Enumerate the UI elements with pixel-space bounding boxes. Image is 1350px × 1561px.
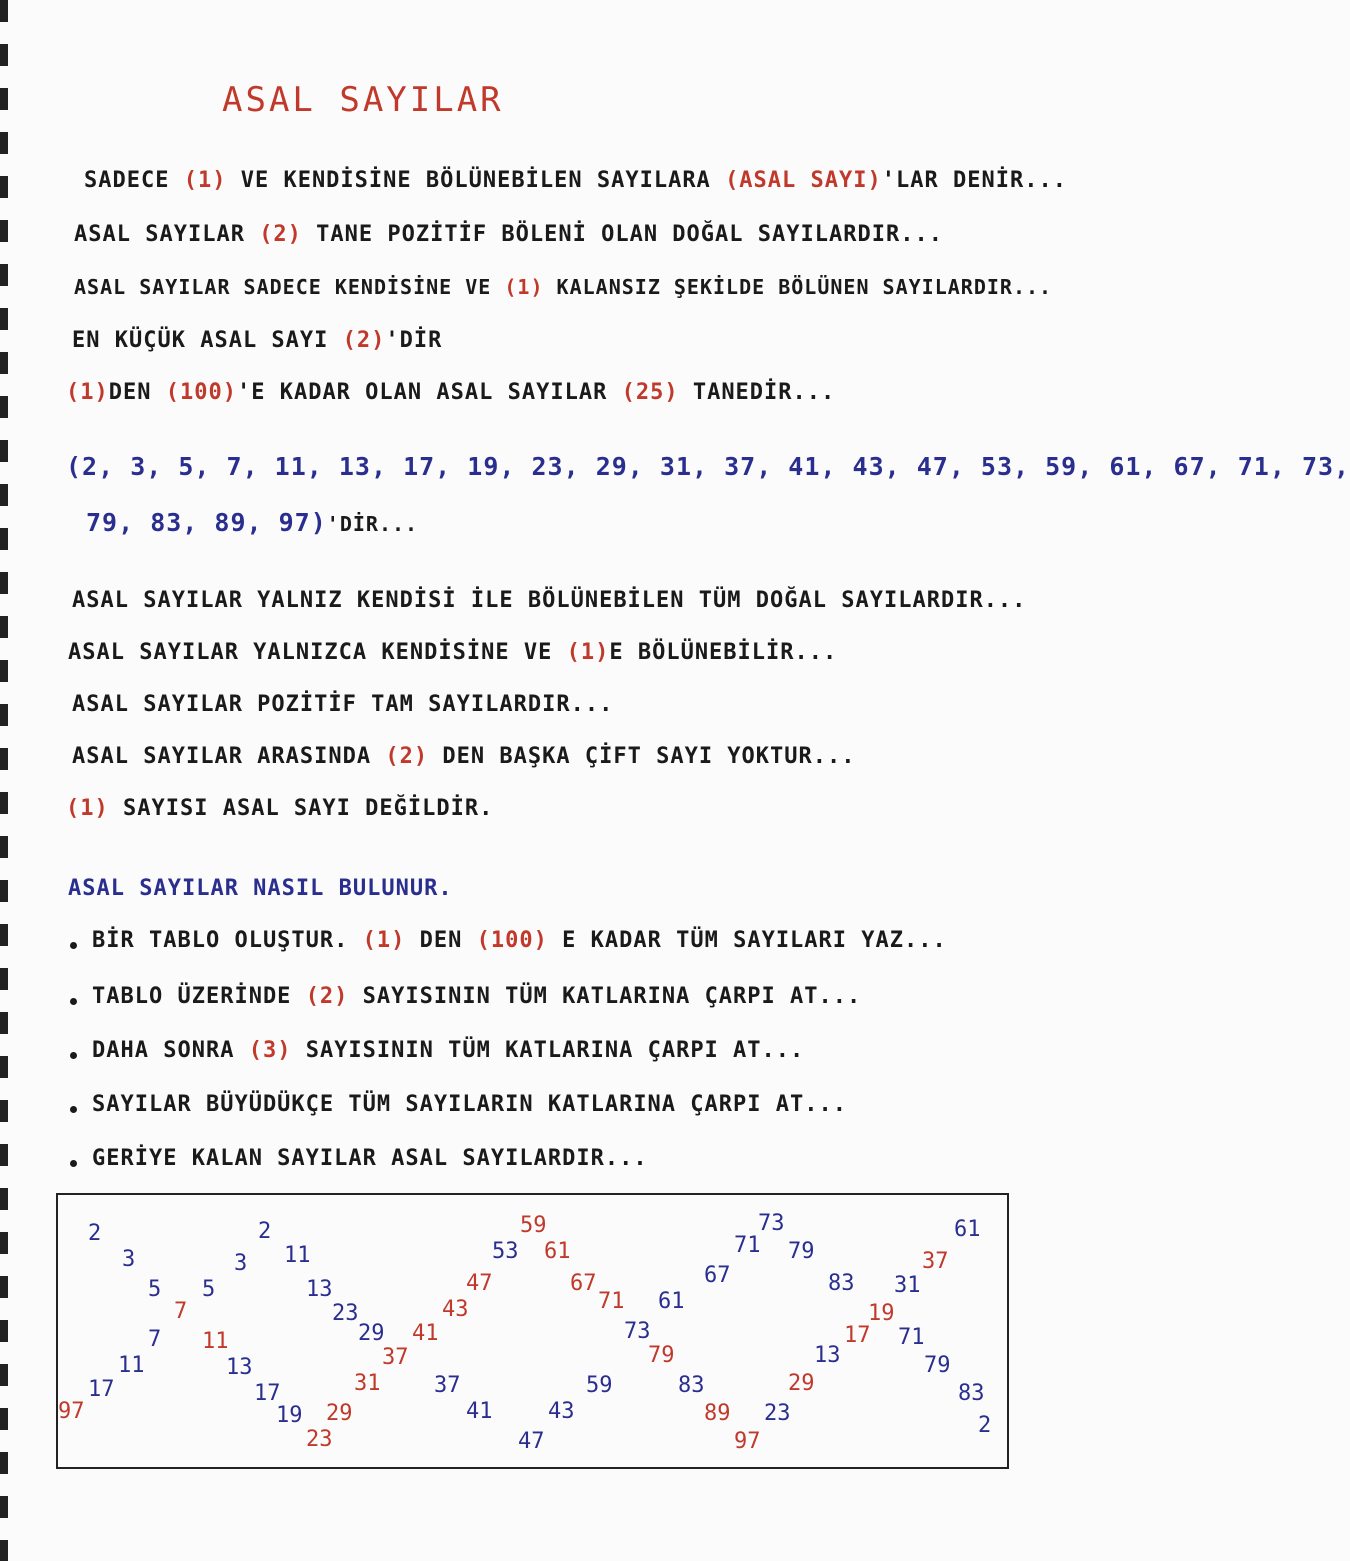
fact-line-2: ASAL SAYILAR YALNIZCA KENDİSİNE VE (1)E BÖLÜNEBİLİR... xyxy=(68,640,838,665)
table-number: 11 xyxy=(202,1329,229,1354)
table-number: 61 xyxy=(544,1239,571,1264)
table-number: 7 xyxy=(174,1299,188,1324)
table-number: 97 xyxy=(58,1399,85,1424)
table-number: 79 xyxy=(648,1343,675,1368)
table-number: 2 xyxy=(978,1413,992,1438)
table-number: 37 xyxy=(382,1345,409,1370)
table-number: 61 xyxy=(954,1217,981,1242)
table-number: 79 xyxy=(924,1353,951,1378)
table-number: 19 xyxy=(868,1301,895,1326)
table-number: 29 xyxy=(326,1401,353,1426)
table-number: 83 xyxy=(958,1381,985,1406)
table-number: 53 xyxy=(492,1239,519,1264)
table-number: 71 xyxy=(598,1289,625,1314)
method-heading: ASAL SAYILAR NASIL BULUNUR. xyxy=(68,876,453,901)
table-number: 61 xyxy=(658,1289,685,1314)
page-title: ASAL SAYILAR xyxy=(222,80,504,120)
table-number: 19 xyxy=(276,1403,303,1428)
step-5: GERİYE KALAN SAYILAR ASAL SAYILARDIR... xyxy=(92,1146,648,1171)
table-number: 83 xyxy=(678,1373,705,1398)
table-number: 31 xyxy=(354,1371,381,1396)
table-number: 73 xyxy=(758,1211,785,1236)
intro-line-2: ASAL SAYILAR (2) TANE POZİTİF BÖLENİ OLAN DOĞAL SAYILARDIR... xyxy=(74,222,943,247)
table-number: 3 xyxy=(122,1247,136,1272)
intro-line-1: SADECE (1) VE KENDİSİNE BÖLÜNEBİLEN SAYILARA (ASAL SAYI)'LAR DENİR... xyxy=(84,168,1067,193)
table-number: 11 xyxy=(284,1243,311,1268)
step-1: BİR TABLO OLUŞTUR. (1) DEN (100) E KADAR TÜM SAYILARI YAZ... xyxy=(92,928,947,953)
table-number: 47 xyxy=(466,1271,493,1296)
prime-list-line-1: (2, 3, 5, 7, 11, 13, 17, 19, 23, 29, 31, 37, 41, 43, 47, 53, 59, 61, 67, 71, 73, xyxy=(66,452,1350,481)
fact-line-3: ASAL SAYILAR POZİTİF TAM SAYILARDIR... xyxy=(72,692,614,717)
table-number: 71 xyxy=(898,1325,925,1350)
table-number: 17 xyxy=(844,1323,871,1348)
bullet-2 xyxy=(70,998,77,1005)
intro-line-3: ASAL SAYILAR SADECE KENDİSİNE VE (1) KALANSIZ ŞEKİLDE BÖLÜNEN SAYILARDIR... xyxy=(74,275,1053,299)
step-3: DAHA SONRA (3) SAYISININ TÜM KATLARINA ÇARPI AT... xyxy=(92,1038,805,1063)
table-number: 5 xyxy=(148,1277,162,1302)
table-number: 83 xyxy=(828,1271,855,1296)
table-number: 29 xyxy=(788,1371,815,1396)
table-number: 37 xyxy=(922,1249,949,1274)
bullet-5 xyxy=(70,1160,77,1167)
table-number: 47 xyxy=(518,1429,545,1454)
table-number: 43 xyxy=(442,1297,469,1322)
table-number: 41 xyxy=(412,1321,439,1346)
step-2: TABLO ÜZERİNDE (2) SAYISININ TÜM KATLARINA ÇARPI AT... xyxy=(92,984,862,1009)
table-number: 89 xyxy=(704,1401,731,1426)
table-number: 2 xyxy=(258,1219,272,1244)
table-number: 67 xyxy=(570,1271,597,1296)
table-number: 59 xyxy=(586,1373,613,1398)
table-number: 7 xyxy=(148,1327,162,1352)
table-number: 23 xyxy=(306,1427,333,1452)
prime-list-line-2: 79, 83, 89, 97)'DİR... xyxy=(86,508,419,537)
intro-line-4: EN KÜÇÜK ASAL SAYI (2)'DİR xyxy=(72,328,443,353)
table-number: 97 xyxy=(734,1429,761,1454)
bullet-3 xyxy=(70,1052,77,1059)
table-number: 3 xyxy=(234,1251,248,1276)
table-number: 11 xyxy=(118,1353,145,1378)
table-number: 23 xyxy=(764,1401,791,1426)
notebook-binding xyxy=(0,0,8,1561)
table-number: 59 xyxy=(520,1213,547,1238)
table-number: 17 xyxy=(88,1377,115,1402)
table-number: 13 xyxy=(306,1277,333,1302)
table-number: 73 xyxy=(624,1319,651,1344)
intro-line-5: (1)DEN (100)'E KADAR OLAN ASAL SAYILAR (25) TANEDİR... xyxy=(66,380,836,405)
prime-number-table xyxy=(56,1193,1009,1469)
table-number: 5 xyxy=(202,1277,216,1302)
fact-line-5: (1) SAYISI ASAL SAYI DEĞİLDİR. xyxy=(66,796,494,821)
fact-line-1: ASAL SAYILAR YALNIZ KENDİSİ İLE BÖLÜNEBİLEN TÜM DOĞAL SAYILARDIR... xyxy=(72,588,1027,613)
table-number: 17 xyxy=(254,1381,281,1406)
table-number: 67 xyxy=(704,1263,731,1288)
bullet-1 xyxy=(70,942,77,949)
table-number: 43 xyxy=(548,1399,575,1424)
table-number: 31 xyxy=(894,1273,921,1298)
table-number: 13 xyxy=(226,1355,253,1380)
fact-line-4: ASAL SAYILAR ARASINDA (2) DEN BAŞKA ÇİFT SAYI YOKTUR... xyxy=(72,744,856,769)
table-number: 23 xyxy=(332,1301,359,1326)
table-number: 41 xyxy=(466,1399,493,1424)
bullet-4 xyxy=(70,1106,77,1113)
table-number: 79 xyxy=(788,1239,815,1264)
table-number: 29 xyxy=(358,1321,385,1346)
table-number: 71 xyxy=(734,1233,761,1258)
table-number: 2 xyxy=(88,1221,102,1246)
table-number: 37 xyxy=(434,1373,461,1398)
table-number: 13 xyxy=(814,1343,841,1368)
step-4: SAYILAR BÜYÜDÜKÇE TÜM SAYILARIN KATLARINA ÇARPI AT... xyxy=(92,1092,847,1117)
